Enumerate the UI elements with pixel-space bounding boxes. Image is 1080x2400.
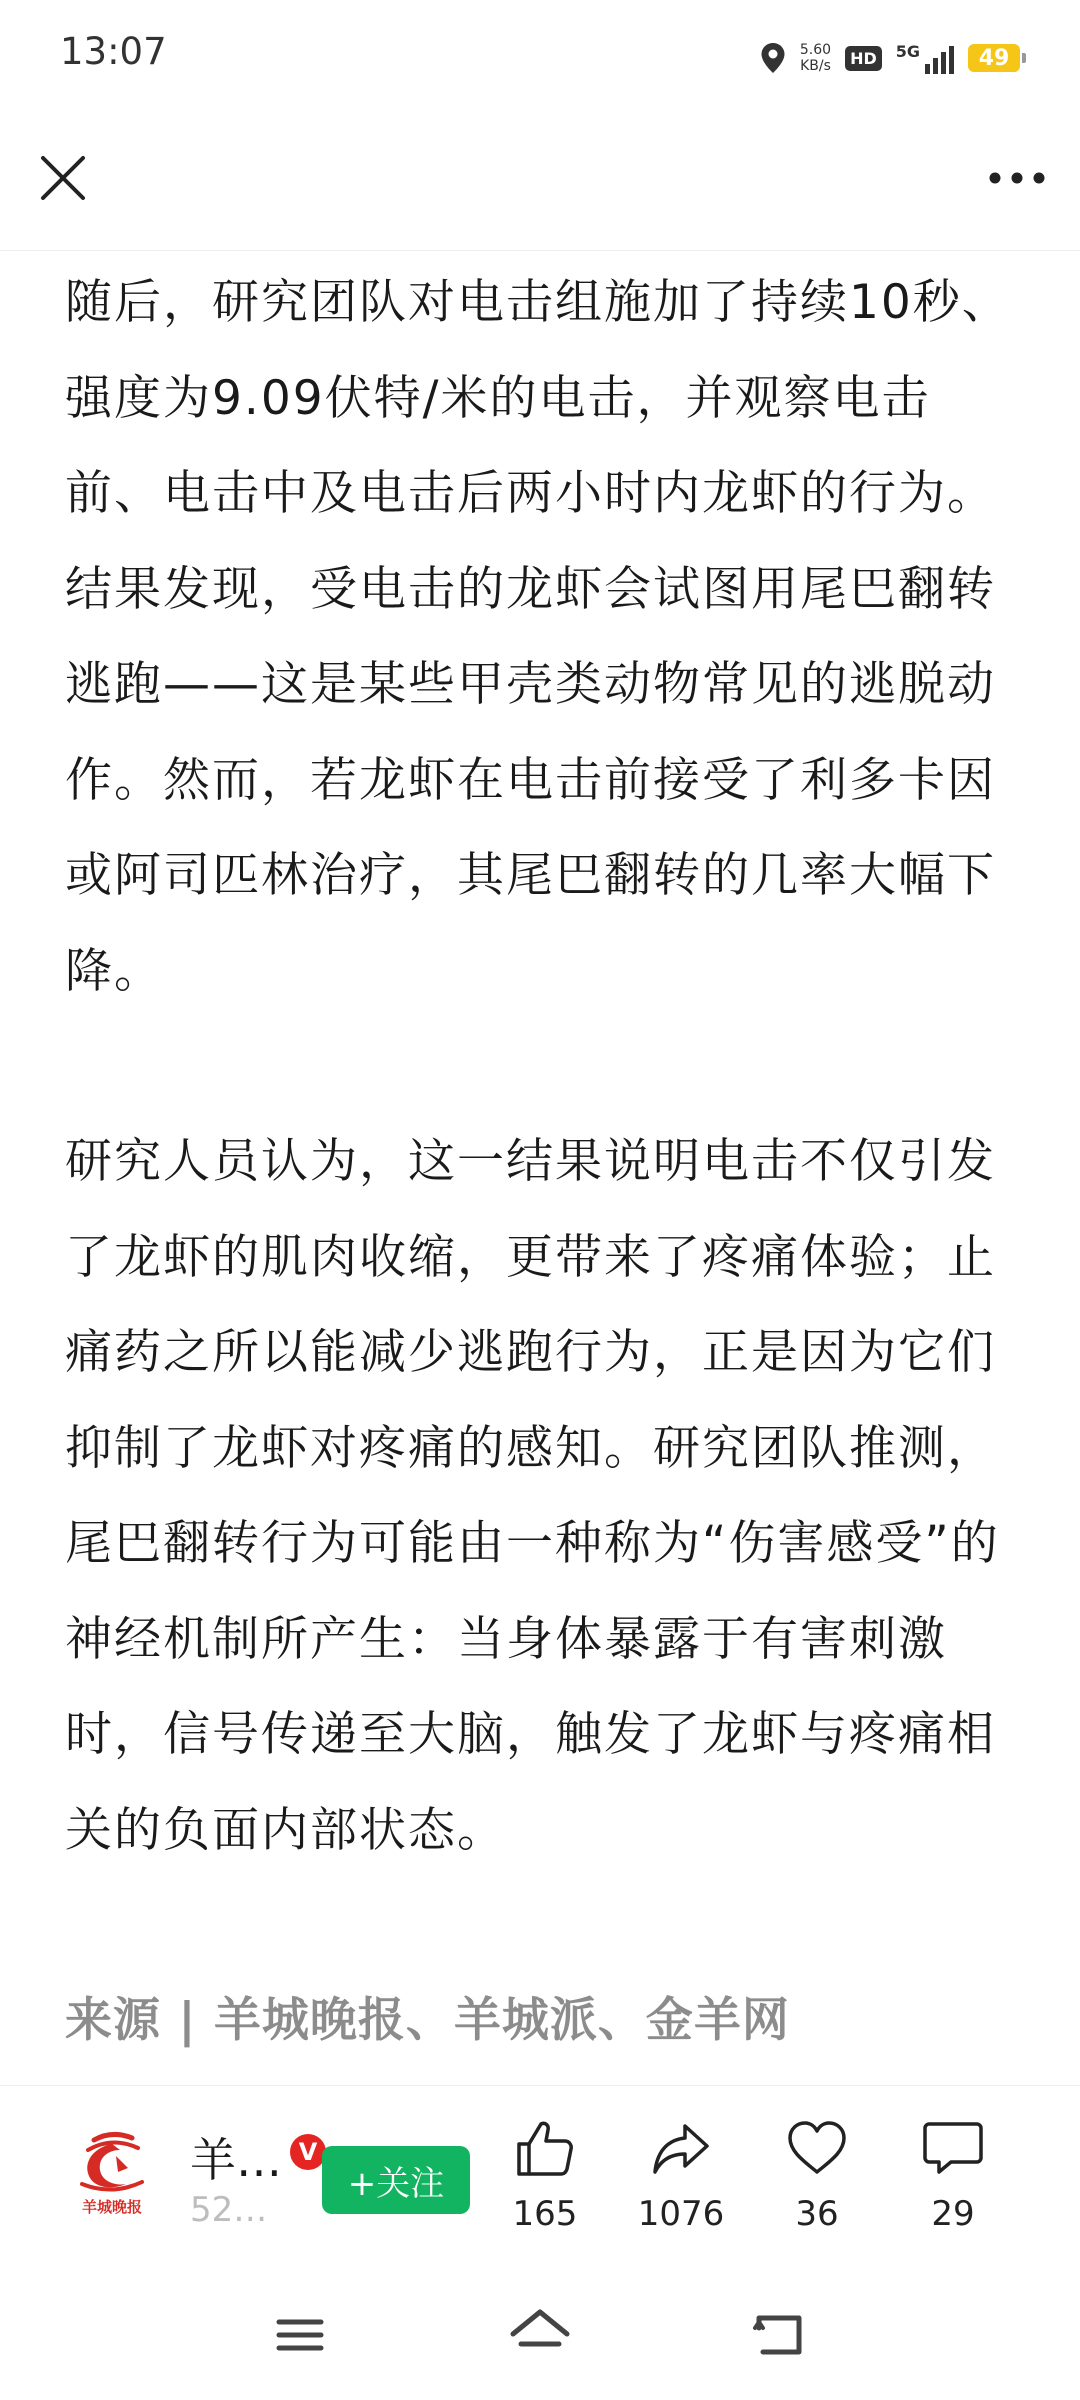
comment-bubble-icon — [921, 2116, 985, 2180]
article-paragraph: 研究人员认为，这一结果说明电击不仅引发了龙虾的肌肉收缩，更带来了疼痛体验；止痛药之所以能减少逃跑行为，正是因为它们抑制了龙虾对疼痛的感知。研究团队推测，尾巴翻转行为可能由一种称为“伤害感受”的神经机制所产生：当身体暴露于有害刺激时，信号传递至大脑，触发了龙虾与疼痛相关的负面内部状态。 — [65, 1134, 1000, 1858]
network-speed-value: 5.60 — [799, 42, 832, 58]
network-type-label: 5G — [895, 42, 920, 61]
author-logo-icon — [72, 2126, 152, 2218]
system-nav-bar — [0, 2270, 1080, 2400]
more-button[interactable] — [982, 143, 1052, 213]
share-count: 1076 — [637, 2194, 725, 2234]
battery-level: 49 — [978, 45, 1010, 71]
comment-button[interactable] — [893, 2116, 1013, 2234]
author-avatar[interactable] — [72, 2126, 152, 2218]
share-arrow-icon — [649, 2116, 713, 2180]
article-paragraph: 随后，研究团队对电击组施加了持续10秒、强度为9.09伏特/米的电击，并观察电击前、电击中及电击后两小时内龙虾的行为。结果发现，受电击的龙虾会试图用尾巴翻转逃跑——这是某些甲壳类动物常见的逃脱动作。然而，若龙虾在电击前接受了利多卡因或阿司匹林治疗，其尾巴翻转的几率大幅下降。 — [65, 275, 1011, 999]
author-subtitle: 52… — [190, 2190, 268, 2230]
location-pin-icon — [760, 42, 786, 74]
status-icons — [760, 38, 1020, 78]
close-button[interactable] — [28, 143, 98, 213]
menu-icon — [265, 2300, 335, 2370]
network-speed — [800, 42, 831, 74]
like-count: 165 — [512, 2194, 578, 2234]
network-speed-unit: KB/s — [800, 58, 831, 74]
home-icon — [505, 2300, 575, 2370]
bottom-action-bar — [0, 2085, 1080, 2266]
status-bar — [0, 0, 1080, 115]
comment-count: 29 — [931, 2194, 975, 2234]
hd-badge: HD — [845, 46, 882, 71]
back-icon — [745, 2300, 815, 2370]
thumbs-up-icon — [513, 2116, 577, 2180]
favorite-count: 36 — [795, 2194, 839, 2234]
battery-icon — [968, 44, 1020, 72]
favorite-button[interactable] — [757, 2116, 877, 2234]
author-name[interactable]: 羊… — [190, 2133, 282, 2187]
close-icon — [28, 143, 98, 213]
more-dots-icon — [982, 143, 1052, 213]
top-bar — [0, 115, 1080, 251]
signal-icon — [896, 42, 954, 74]
share-button[interactable] — [621, 2116, 741, 2234]
nav-menu-button[interactable] — [265, 2300, 335, 2370]
nav-home-button[interactable] — [505, 2300, 575, 2370]
article-body — [65, 255, 1025, 2068]
verified-badge: V — [290, 2134, 326, 2170]
heart-icon — [785, 2116, 849, 2180]
author-logo-text: 羊城晚报 — [81, 2198, 143, 2216]
article-source: 来源 | 羊城晚报、羊城派、金羊网 — [65, 1993, 790, 2048]
like-button[interactable] — [485, 2116, 605, 2234]
nav-back-button[interactable] — [745, 2300, 815, 2370]
follow-button[interactable]: +关注 — [322, 2146, 470, 2214]
status-time: 13:07 — [60, 30, 167, 73]
